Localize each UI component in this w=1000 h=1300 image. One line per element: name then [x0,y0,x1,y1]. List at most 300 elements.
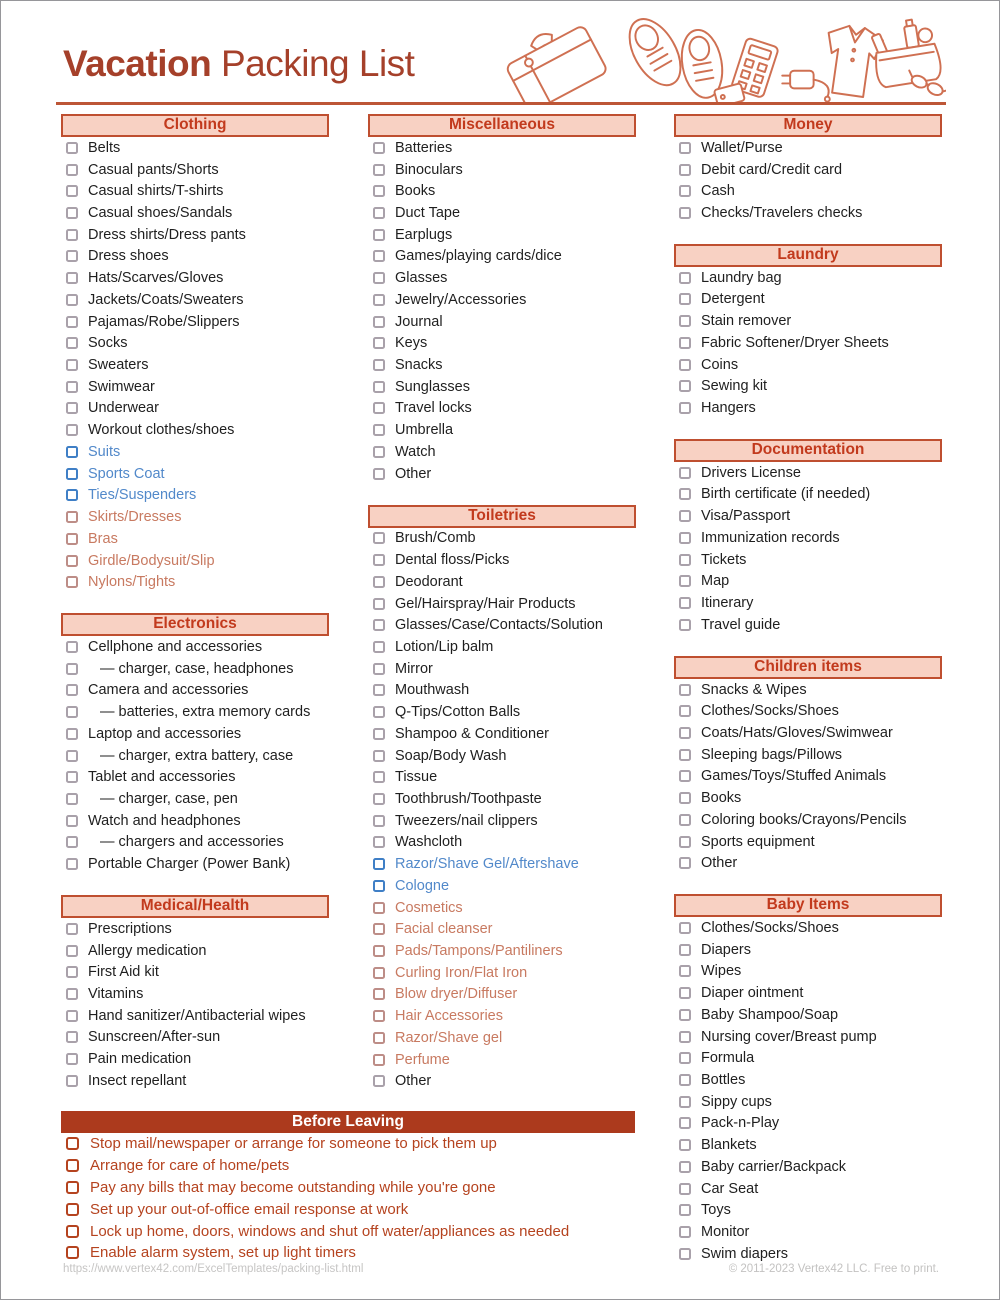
list-item [61,788,329,810]
item-checkbox-fabric-softener-dryer-sheets[interactable] [679,337,691,349]
item-checkbox-girdle-bodysuit-slip[interactable] [66,555,78,567]
footer-url[interactable]: https://www.vertex42.com/ExcelTemplates/packing-list.html [63,1263,364,1275]
item-checkbox-journal[interactable] [373,316,385,328]
item-checkbox-books[interactable] [679,792,691,804]
item-label: Casual shirts/T-shirts [88,183,224,200]
item-checkbox-binoculars[interactable] [373,164,385,176]
list-item [368,463,636,485]
item-checkbox-allergy-medication[interactable] [66,945,78,957]
list-item [368,1005,636,1027]
item-label: Skirts/Dresses [88,509,182,526]
item-label: Sewing kit [701,378,768,395]
list-item [674,1221,942,1243]
item-checkbox-toothbrush-toothpaste[interactable] [373,793,385,805]
section-laundry [674,244,942,419]
item-label: Coins [701,356,739,373]
item-checkbox-deodorant[interactable] [373,576,385,588]
item-checkbox-pain-medication[interactable] [66,1053,78,1065]
item-checkbox-razor-shave-gel[interactable] [373,1032,385,1044]
item-checkbox-stain-remover[interactable] [679,315,691,327]
item-checkbox-sippy-cups[interactable] [679,1096,691,1108]
list-item [61,1133,635,1155]
item-checkbox-other[interactable] [373,468,385,480]
item-checkbox-brush-comb[interactable] [373,532,385,544]
item-label: Sippy cups [701,1093,772,1110]
item-label: Immunization records [701,529,840,546]
item-checkbox-set-up-your-out-of-office-email-response-at-work[interactable] [66,1203,79,1216]
list-item [61,159,329,181]
item-checkbox-tickets[interactable] [679,554,691,566]
item-label: Workout clothes/shoes [88,422,235,439]
item-checkbox-socks[interactable] [66,337,78,349]
item-checkbox-watch[interactable] [373,446,385,458]
list-item [368,159,636,181]
list-item [61,267,329,289]
item-checkbox-portable-charger-power-bank[interactable] [66,858,78,870]
section-header-toiletries: Toiletries [368,505,636,528]
item-checkbox-coins[interactable] [679,359,691,371]
list-item [61,701,329,723]
list-item [61,246,329,268]
item-label: Gel/Hairspray/Hair Products [395,595,576,612]
list-item [368,614,636,636]
item-checkbox-mouthwash[interactable] [373,684,385,696]
item-label: Formula [701,1050,755,1067]
item-checkbox-monitor[interactable] [679,1226,691,1238]
item-label: Pajamas/Robe/Slippers [88,313,240,330]
item-checkbox-insect-repellant[interactable] [66,1075,78,1087]
list-item [368,137,636,159]
item-label: Keys [395,335,428,352]
list-item [61,289,329,311]
list-item [674,852,942,874]
item-label: Enable alarm system, set up light timers [90,1244,356,1262]
list-item [674,527,942,549]
item-label: Belts [88,139,121,156]
list-item [61,658,329,680]
list-item [674,505,942,527]
item-checkbox-cash[interactable] [679,185,691,197]
item-checkbox-first-aid-kit[interactable] [66,966,78,978]
item-label: Tablet and accessories [88,769,236,786]
item-checkbox-formula[interactable] [679,1052,691,1064]
item-checkbox-map[interactable] [679,575,691,587]
list-item [61,1048,329,1070]
item-checkbox-clothes-socks-shoes[interactable] [679,705,691,717]
item-checkbox-blankets[interactable] [679,1139,691,1151]
item-checkbox-jackets-coats-sweaters[interactable] [66,294,78,306]
list-item [61,571,329,593]
item-checkbox-razor-shave-gel-aftershave[interactable] [373,858,385,870]
list-item [368,636,636,658]
list-item [61,1177,635,1199]
column-left [61,114,329,1112]
item-checkbox-toys[interactable] [679,1204,691,1216]
item-label: Sports equipment [701,833,815,850]
section-header-electronics: Electronics [61,613,329,636]
list-item [61,528,329,550]
item-label: Glasses [395,270,448,287]
item-label: Books [701,790,742,807]
section-before-leaving [61,1111,635,1264]
item-checkbox-coloring-books-crayons-pencils[interactable] [679,814,691,826]
item-checkbox-drivers-license[interactable] [679,467,691,479]
item-checkbox-gel-hairspray-hair-products[interactable] [373,598,385,610]
item-checkbox-diapers[interactable] [679,944,691,956]
list-item [674,679,942,701]
item-checkbox-car-seat[interactable] [679,1183,691,1195]
item-checkbox-stop-mail-newspaper-or-arrange-for-someone-to-pick-them-up[interactable] [66,1137,79,1150]
list-item [674,592,942,614]
item-checkbox-bottles[interactable] [679,1074,691,1086]
list-item [61,137,329,159]
item-label: Facial cleanser [395,921,493,938]
item-checkbox-earplugs[interactable] [373,229,385,241]
item-checkbox-curling-iron-flat-iron[interactable] [373,967,385,979]
item-label: Baby carrier/Backpack [701,1158,847,1175]
item-checkbox-laundry-bag[interactable] [679,272,691,284]
item-checkbox-tweezers-nail-clippers[interactable] [373,815,385,827]
item-label: Soap/Body Wash [395,747,507,764]
item-label: Travel guide [701,616,781,633]
item-checkbox-lotion-lip-balm[interactable] [373,641,385,653]
item-checkbox-swimwear[interactable] [66,381,78,393]
item-label: Hair Accessories [395,1008,503,1025]
item-checkbox-jewelry-accessories[interactable] [373,294,385,306]
item-checkbox-swim-diapers[interactable] [679,1248,691,1260]
item-checkbox-duct-tape[interactable] [373,207,385,219]
item-label: Portable Charger (Power Bank) [88,856,291,873]
item-checkbox-checks-travelers-checks[interactable] [679,207,691,219]
item-checkbox-charger-case-pen[interactable] [66,793,78,805]
item-checkbox-dental-floss-picks[interactable] [373,554,385,566]
item-checkbox-hand-sanitizer-antibacterial-wipes[interactable] [66,1010,78,1022]
list-item [674,700,942,722]
item-label: Dental floss/Picks [395,552,510,569]
item-label: Clothes/Socks/Shoes [701,919,839,936]
item-checkbox-snacks-wipes[interactable] [679,684,691,696]
item-checkbox-tissue[interactable] [373,771,385,783]
item-checkbox-sunscreen-after-sun[interactable] [66,1031,78,1043]
item-checkbox-books[interactable] [373,185,385,197]
item-checkbox-detergent[interactable] [679,293,691,305]
item-checkbox-sports-equipment[interactable] [679,836,691,848]
item-label: Suits [88,443,121,460]
list-item [674,1178,942,1200]
suitcase-icon [506,15,608,104]
item-checkbox-soap-body-wash[interactable] [373,750,385,762]
item-checkbox-sewing-kit[interactable] [679,380,691,392]
item-label: Lotion/Lip balm [395,638,494,655]
list-item [61,832,329,854]
item-label: Cologne [395,877,450,894]
list-item [368,246,636,268]
item-label: Pay any bills that may become outstanding while you're gone [90,1178,496,1196]
item-checkbox-skirts-dresses[interactable] [66,511,78,523]
item-checkbox-blow-dryer-diffuser[interactable] [373,988,385,1000]
item-label: Nylons/Tights [88,574,176,591]
item-checkbox-enable-alarm-system-set-up-light-timers[interactable] [66,1246,79,1259]
list-item [368,528,636,550]
item-checkbox-snacks[interactable] [373,359,385,371]
item-checkbox-q-tips-cotton-balls[interactable] [373,706,385,718]
item-checkbox-sports-coat[interactable] [66,468,78,480]
item-checkbox-pads-tampons-pantiliners[interactable] [373,945,385,957]
item-checkbox-belts[interactable] [66,142,78,154]
item-checkbox-other[interactable] [373,1075,385,1087]
list-item [674,310,942,332]
list-item [674,1026,942,1048]
section-header-money: Money [674,114,942,137]
section-header-before-leaving: Before Leaving [61,1111,635,1133]
item-label: Sleeping bags/Pillows [701,746,843,763]
list-item [674,137,942,159]
item-checkbox-casual-shoes-sandals[interactable] [66,207,78,219]
list-item [674,1199,942,1221]
item-checkbox-games-playing-cards-dice[interactable] [373,250,385,262]
item-label: Cosmetics [395,899,463,916]
before-leaving-section [61,1111,635,1284]
item-checkbox-sunglasses[interactable] [373,381,385,393]
item-label: Dress shoes [88,248,169,265]
item-checkbox-hats-scarves-gloves[interactable] [66,272,78,284]
list-item [368,289,636,311]
list-item [368,832,636,854]
list-item [368,549,636,571]
item-label: Prescriptions [88,920,172,937]
item-label: Debit card/Credit card [701,161,843,178]
item-checkbox-casual-pants-shorts[interactable] [66,164,78,176]
item-label: Bras [88,530,118,547]
item-checkbox-cosmetics[interactable] [373,902,385,914]
item-checkbox-arrange-for-care-of-home-pets[interactable] [66,1159,79,1172]
item-label: Travel locks [395,400,472,417]
item-checkbox-coats-hats-gloves-swimwear[interactable] [679,727,691,739]
item-label: Allergy medication [88,942,207,959]
item-label: Glasses/Case/Contacts/Solution [395,617,603,634]
item-checkbox-glasses[interactable] [373,272,385,284]
charger-icon [782,71,829,102]
item-label: Baby Shampoo/Soap [701,1006,839,1023]
list-item [368,1049,636,1071]
sneaker-icon [619,11,691,94]
item-checkbox-dress-shirts-dress-pants[interactable] [66,229,78,241]
list-item [674,1047,942,1069]
item-label: Games/playing cards/dice [395,248,562,265]
item-label: Nursing cover/Breast pump [701,1028,877,1045]
item-checkbox-immunization-records[interactable] [679,532,691,544]
item-label: Umbrella [395,422,454,439]
item-checkbox-wipes[interactable] [679,965,691,977]
header-divider [56,102,946,105]
item-label: Insect repellant [88,1072,187,1089]
item-checkbox-cologne[interactable] [373,880,385,892]
item-checkbox-shampoo-conditioner[interactable] [373,728,385,740]
list-item [674,982,942,1004]
item-checkbox-diaper-ointment[interactable] [679,987,691,999]
item-checkbox-vitamins[interactable] [66,988,78,1000]
item-label: Itinerary [701,595,754,612]
item-label: Washcloth [395,834,463,851]
list-item [368,1027,636,1049]
item-checkbox-pay-any-bills-that-may-become-outstanding-while-you-re-gone[interactable] [66,1181,79,1194]
item-checkbox-perfume[interactable] [373,1054,385,1066]
list-item [61,376,329,398]
item-label: Pain medication [88,1051,192,1068]
item-checkbox-visa-passport[interactable] [679,510,691,522]
item-checkbox-washcloth[interactable] [373,836,385,848]
item-label: Blow dryer/Diffuser [395,986,518,1003]
item-checkbox-charger-case-headphones[interactable] [66,663,78,675]
item-label: Other [701,855,738,872]
item-label: Coats/Hats/Gloves/Swimwear [701,724,893,741]
item-label: Monitor [701,1224,750,1241]
item-checkbox-umbrella[interactable] [373,424,385,436]
item-checkbox-batteries[interactable] [373,142,385,154]
item-checkbox-nursing-cover-breast-pump[interactable] [679,1031,691,1043]
list-item [61,1027,329,1049]
footer-copyright: © 2011-2023 Vertex42 LLC. Free to print. [728,1263,939,1275]
item-checkbox-casual-shirts-t-shirts[interactable] [66,185,78,197]
list-item [368,311,636,333]
list-item [674,159,942,181]
item-checkbox-keys[interactable] [373,337,385,349]
item-label: Casual pants/Shorts [88,161,219,178]
list-item [61,419,329,441]
item-label: Dress shirts/Dress pants [88,226,246,243]
item-checkbox-pack-n-play[interactable] [679,1117,691,1129]
item-checkbox-sleeping-bags-pillows[interactable] [679,749,691,761]
list-item [368,224,636,246]
item-label: Sports Coat [88,465,165,482]
item-checkbox-charger-extra-battery-case[interactable] [66,750,78,762]
item-label: Hand sanitizer/Antibacterial wipes [88,1007,306,1024]
item-checkbox-prescriptions[interactable] [66,923,78,935]
item-label: Wallet/Purse [701,139,783,156]
item-label: Mouthwash [395,682,470,699]
list-item [674,722,942,744]
item-label: Earplugs [395,226,453,243]
item-checkbox-workout-clothes-shoes[interactable] [66,424,78,436]
item-checkbox-hair-accessories[interactable] [373,1010,385,1022]
item-checkbox-dress-shoes[interactable] [66,250,78,262]
list-item [61,354,329,376]
item-checkbox-travel-locks[interactable] [373,402,385,414]
item-checkbox-ties-suspenders[interactable] [66,489,78,501]
item-label: Diaper ointment [701,985,804,1002]
list-item [674,549,942,571]
list-item [674,180,942,202]
item-checkbox-lock-up-home-doors-windows-and-shut-off-water-appliances-as-needed[interactable] [66,1225,79,1238]
item-checkbox-other[interactable] [679,857,691,869]
item-checkbox-glasses-case-contacts-solution[interactable] [373,619,385,631]
list-item [368,658,636,680]
list-item [368,376,636,398]
list-item [674,961,942,983]
list-item [674,289,942,311]
item-label: Watch and headphones [88,812,241,829]
item-label: Laptop and accessories [88,725,242,742]
list-item [674,1243,942,1265]
toiletry-bag-icon [870,16,943,88]
item-label: Laundry bag [701,269,782,286]
list-item [674,267,942,289]
item-checkbox-tablet-and-accessories[interactable] [66,771,78,783]
item-checkbox-bras[interactable] [66,533,78,545]
item-checkbox-clothes-socks-shoes[interactable] [679,922,691,934]
item-checkbox-batteries-extra-memory-cards[interactable] [66,706,78,718]
item-checkbox-watch-and-headphones[interactable] [66,815,78,827]
item-label: Razor/Shave gel [395,1029,503,1046]
list-item [61,1005,329,1027]
section-children-items [674,656,942,874]
item-label: Jewelry/Accessories [395,291,527,308]
item-checkbox-facial-cleanser[interactable] [373,923,385,935]
item-checkbox-suits[interactable] [66,446,78,458]
section-medical-health [61,895,329,1092]
item-label: Detergent [701,291,765,308]
list-item [61,853,329,875]
section-baby-items [674,894,942,1265]
item-checkbox-nylons-tights[interactable] [66,576,78,588]
list-item [674,831,942,853]
item-checkbox-birth-certificate-if-needed[interactable] [679,488,691,500]
item-label: Books [395,183,436,200]
list-item [61,463,329,485]
item-checkbox-camera-and-accessories[interactable] [66,684,78,696]
item-checkbox-hangers[interactable] [679,402,691,414]
item-checkbox-games-toys-stuffed-animals[interactable] [679,770,691,782]
item-label: Clothes/Socks/Shoes [701,703,839,720]
list-item [61,1242,635,1264]
item-label: Swim diapers [701,1245,789,1262]
item-checkbox-chargers-and-accessories[interactable] [66,836,78,848]
page-title [63,43,414,85]
item-label: Tickets [701,551,747,568]
item-checkbox-underwear[interactable] [66,402,78,414]
item-checkbox-debit-card-credit-card[interactable] [679,164,691,176]
item-checkbox-wallet-purse[interactable] [679,142,691,154]
list-item [674,766,942,788]
item-checkbox-laptop-and-accessories[interactable] [66,728,78,740]
list-item [61,332,329,354]
item-checkbox-baby-shampoo-soap[interactable] [679,1009,691,1021]
item-checkbox-pajamas-robe-slippers[interactable] [66,316,78,328]
item-label: Diapers [701,941,751,958]
item-checkbox-itinerary[interactable] [679,597,691,609]
item-label: Lock up home, doors, windows and shut off water/appliances as needed [90,1222,570,1240]
item-checkbox-travel-guide[interactable] [679,619,691,631]
item-label: Q-Tips/Cotton Balls [395,704,521,721]
list-item [61,810,329,832]
item-checkbox-baby-carrier-backpack[interactable] [679,1161,691,1173]
list-item [368,853,636,875]
item-label: Snacks & Wipes [701,681,807,698]
page-title-bold: Vacation [63,43,212,84]
list-item [61,723,329,745]
column-middle [368,114,636,1112]
item-label: Fabric Softener/Dryer Sheets [701,334,889,351]
list-item [368,897,636,919]
item-label: Wipes [701,963,742,980]
item-checkbox-mirror[interactable] [373,663,385,675]
item-label: — batteries, extra memory cards [100,704,311,721]
item-checkbox-sweaters[interactable] [66,359,78,371]
section-money [674,114,942,224]
item-checkbox-cellphone-and-accessories[interactable] [66,641,78,653]
list-item [61,918,329,940]
list-item [368,875,636,897]
